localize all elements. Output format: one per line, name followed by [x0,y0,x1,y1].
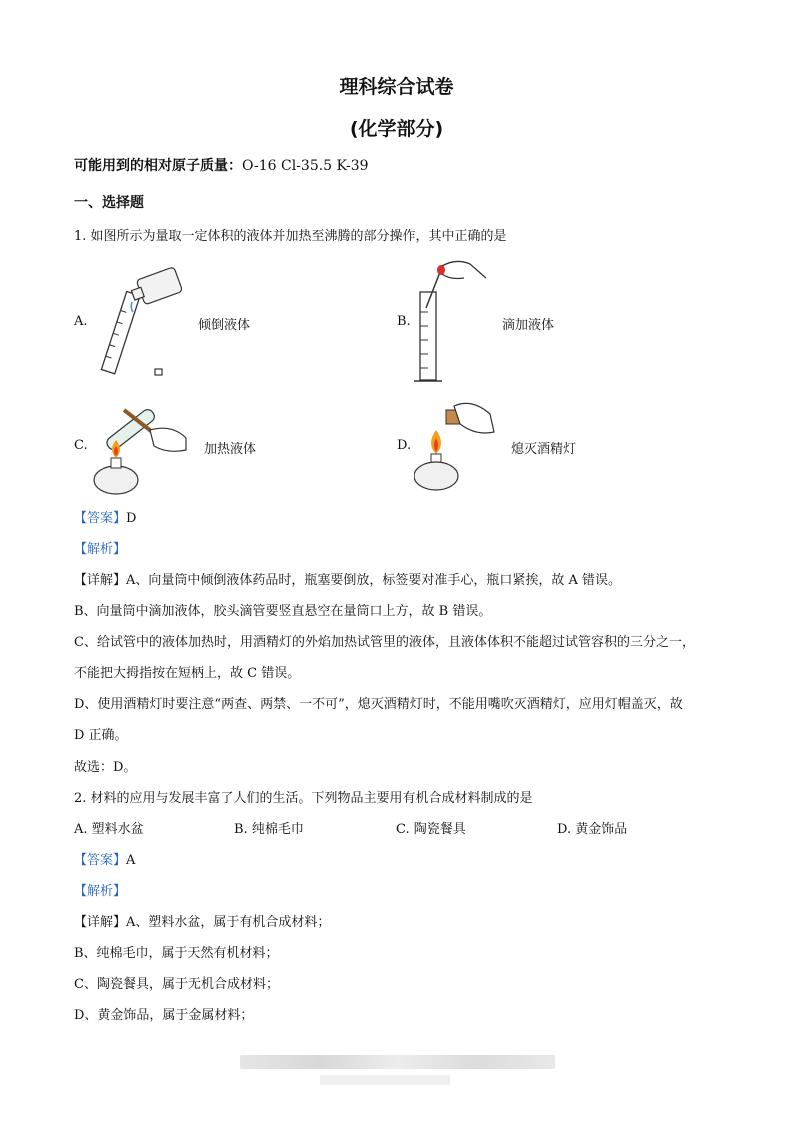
q2-detail-line [74,911,330,930]
q1-option-b-letter: B. [397,314,411,329]
analysis-tag: 【解析】 [74,542,127,557]
atomic-mass-values: O-16 Cl-35.5 K-39 [242,158,369,174]
page-title: 理科综合试卷 [339,76,454,98]
answer-tag: 【答案】 [74,511,127,526]
q1-option-a-letter: A. [74,314,88,329]
q2-answer-line [74,849,135,868]
atomic-mass-line [74,155,369,175]
q1-detail-line: 故选：D。 [74,760,137,775]
answer-tag: 【答案】 [74,853,127,868]
atomic-mass-label: 可能用到的相对原子质量： [74,158,242,174]
q2-option-d: D. 黄金饰品 [557,822,628,837]
q1-option-d-letter: D. [397,438,412,453]
q1-answer-line [74,507,136,526]
q1-stem: 1. 如图所示为量取一定体积的液体并加热至沸腾的部分操作，其中正确的是 [74,229,507,244]
q1-detail-line: B、向量筒中滴加液体，胶头滴管要竖直悬空在量筒口上方，故 B 错误。 [74,604,492,619]
answer-value: A [126,853,136,868]
footer-watermark [240,1055,555,1069]
q2-stem: 2. 材料的应用与发展丰富了人们的生活。下列物品主要用有机合成材料制成的是 [74,791,533,806]
q1-option-a-caption: 倾倒液体 [198,318,251,333]
q2-detail-line: C、陶瓷餐具，属于无机合成材料； [74,977,279,992]
q1-detail-line [74,569,621,588]
q1-detail-line: D 正确。 [74,728,128,743]
q2-option-c: C. 陶瓷餐具 [396,822,466,837]
q1-detail-line: 不能把大拇指按在短柄上，故 C 错误。 [74,666,301,681]
q2-detail-line: D、黄金饰品，属于金属材料； [74,1008,254,1023]
q1-detail-line: C、给试管中的液体加热时，用酒精灯的外焰加热试管里的液体，且液体体积不能超过试管容积的三分之一， [74,635,695,650]
q2-detail-line: B、纯棉毛巾，属于天然有机材料； [74,946,279,961]
section-heading: 一、选择题 [74,195,144,211]
extinguish-lamp-figure [414,396,498,496]
q1-option-c-letter: C. [74,438,88,453]
q1-detail-line: D、使用酒精灯时要注意“两查、两禁、一不可”，熄灭酒精灯时，不能用嘴吹灭酒精灯，应用灯帽盖灭，故 [74,697,683,712]
heating-liquid-figure [90,392,190,498]
q1-option-b-caption: 滴加液体 [502,318,555,333]
detail-text: A、向量筒中倾倒液体药品时，瓶塞要倒放，标签要对准手心，瓶口紧挨，故 A 错误。 [126,573,622,588]
q1-option-c-caption: 加热液体 [204,442,257,457]
pouring-liquid-figure [92,262,192,382]
detail-tag: 【详解】 [74,915,127,930]
footer-watermark-sub [320,1075,450,1085]
q2-option-a: A. 塑料水盆 [74,822,144,837]
q2-option-b: B. 纯棉毛巾 [234,822,304,837]
dropping-liquid-figure [412,256,492,388]
q1-option-d-caption: 熄灭酒精灯 [511,442,577,457]
answer-value: D [126,511,137,526]
page-subtitle: (化学部分) [349,118,444,140]
analysis-tag: 【解析】 [74,884,127,899]
detail-text: A、塑料水盆，属于有机合成材料； [126,915,331,930]
detail-tag: 【详解】 [74,573,127,588]
